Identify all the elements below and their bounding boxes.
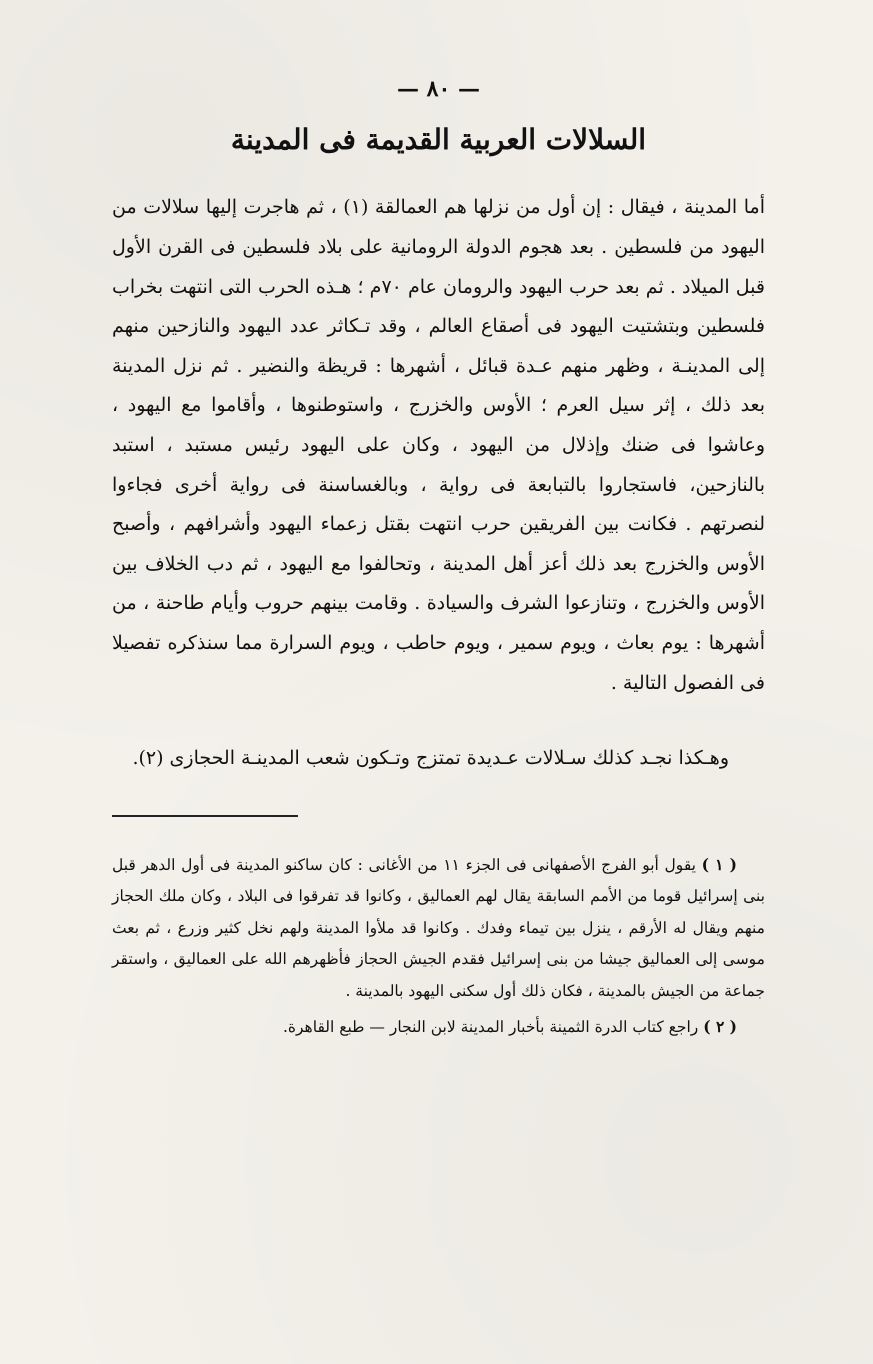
footnotes	[112, 849, 765, 1044]
page-number: — ٨٠ —	[397, 76, 480, 102]
footnote-2	[112, 1011, 765, 1044]
footnote-2-marker: ( ٢ )	[703, 1017, 737, 1037]
body-text	[112, 188, 765, 778]
chapter-title: السلالات العربية القديمة فى المدينة	[230, 123, 647, 156]
body-paragraph-1: أما المدينة ، فيقال : إن أول من نزلها هم العمالقة (١) ، ثم هاجرت إليها سلالات من اليهود من فلسطين . بعد هجوم الدولة الرومانية على بلاد فلسطين فى القرن الأول قبل الميلاد . ثم بعد حرب اليهود والرومان عام ٧٠م ؛ هـذه الحرب التى انتهت بخراب فلسطين وبتشتيت اليهود فى أصقاع العالم ، وقد تـكاثر عدد اليهود والنازحين منهم إلى المدينـة ، وظهر منهم عـدة قبائل ، أشهرها : قريظة والنضير . ثم نزل المدينة بعد ذلك ، إثر سيل العرم ؛ الأوس والخزرج ، واستوطنوها ، وأقاموا مع اليهود ، وعاشوا فى ضنك وإذلال من اليهود ، وكان على اليهود رئيس مستبد ، استبد بالنازحين، فاستجاروا بالتبابعة فى رواية ، وبالغساسنة فى رواية أخرى فجاءوا لنصرتهم . فكانت بين الفريقين حرب انتهت بقتل زعماء اليهود وأشرافهم ، وأصبح الأوس والخزرج بعد ذلك أعز أهل المدينة ، وتحالفوا مع اليهود ، ثم دب الخلاف بين الأوس والخزرج ، وتنازعوا الشرف والسيادة . وقامت بينهم حروب وأيام طاحنة ، من أشهرها : يوم بعاث ، ويوم سمير ، ويوم حاطب ، ويوم السرارة مما سنذكره تفصيلا فى الفصول التالية .	[112, 196, 765, 694]
footnote-1	[112, 849, 765, 1008]
body-paragraph-2: وهـكذا نجـد كذلك سـلالات عـديدة تمتزج وتـكون شعب المدينـة الحجازى (٢).	[132, 747, 729, 770]
footnote-1-marker: ( ١ )	[701, 854, 737, 874]
footnote-divider	[112, 815, 298, 817]
footnote-2-text: راجع كتاب الدرة الثمينة بأخبار المدينة لابن النجار — طبع القاهرة.	[282, 1018, 699, 1037]
footnote-1-text: يقول أبو الفرج الأصفهانى فى الجزء ١١ من الأغانى : كان ساكنو المدينة فى أول الدهر قبل بنى إسرائيل قوما من الأمم السابقة يقال لهم العماليق ، وكانوا قد تفرقوا فى البلاد ، وكان ملك الحجاز منهم ويقال له الأرقم ، ينزل بين تيماء وفدك . وكانوا قد ملأوا المدينة ولهم نخل كثير وزرع ، ثم بعث موسى إلى العماليق جيشا من بنى إسرائيل فقدم الجيش الحجاز فأظهرهم الله على العماليق ، واستقر جماعة من الجيش بالمدينة ، فكان ذلك أول سكنى اليهود بالمدينة .	[112, 855, 765, 1000]
